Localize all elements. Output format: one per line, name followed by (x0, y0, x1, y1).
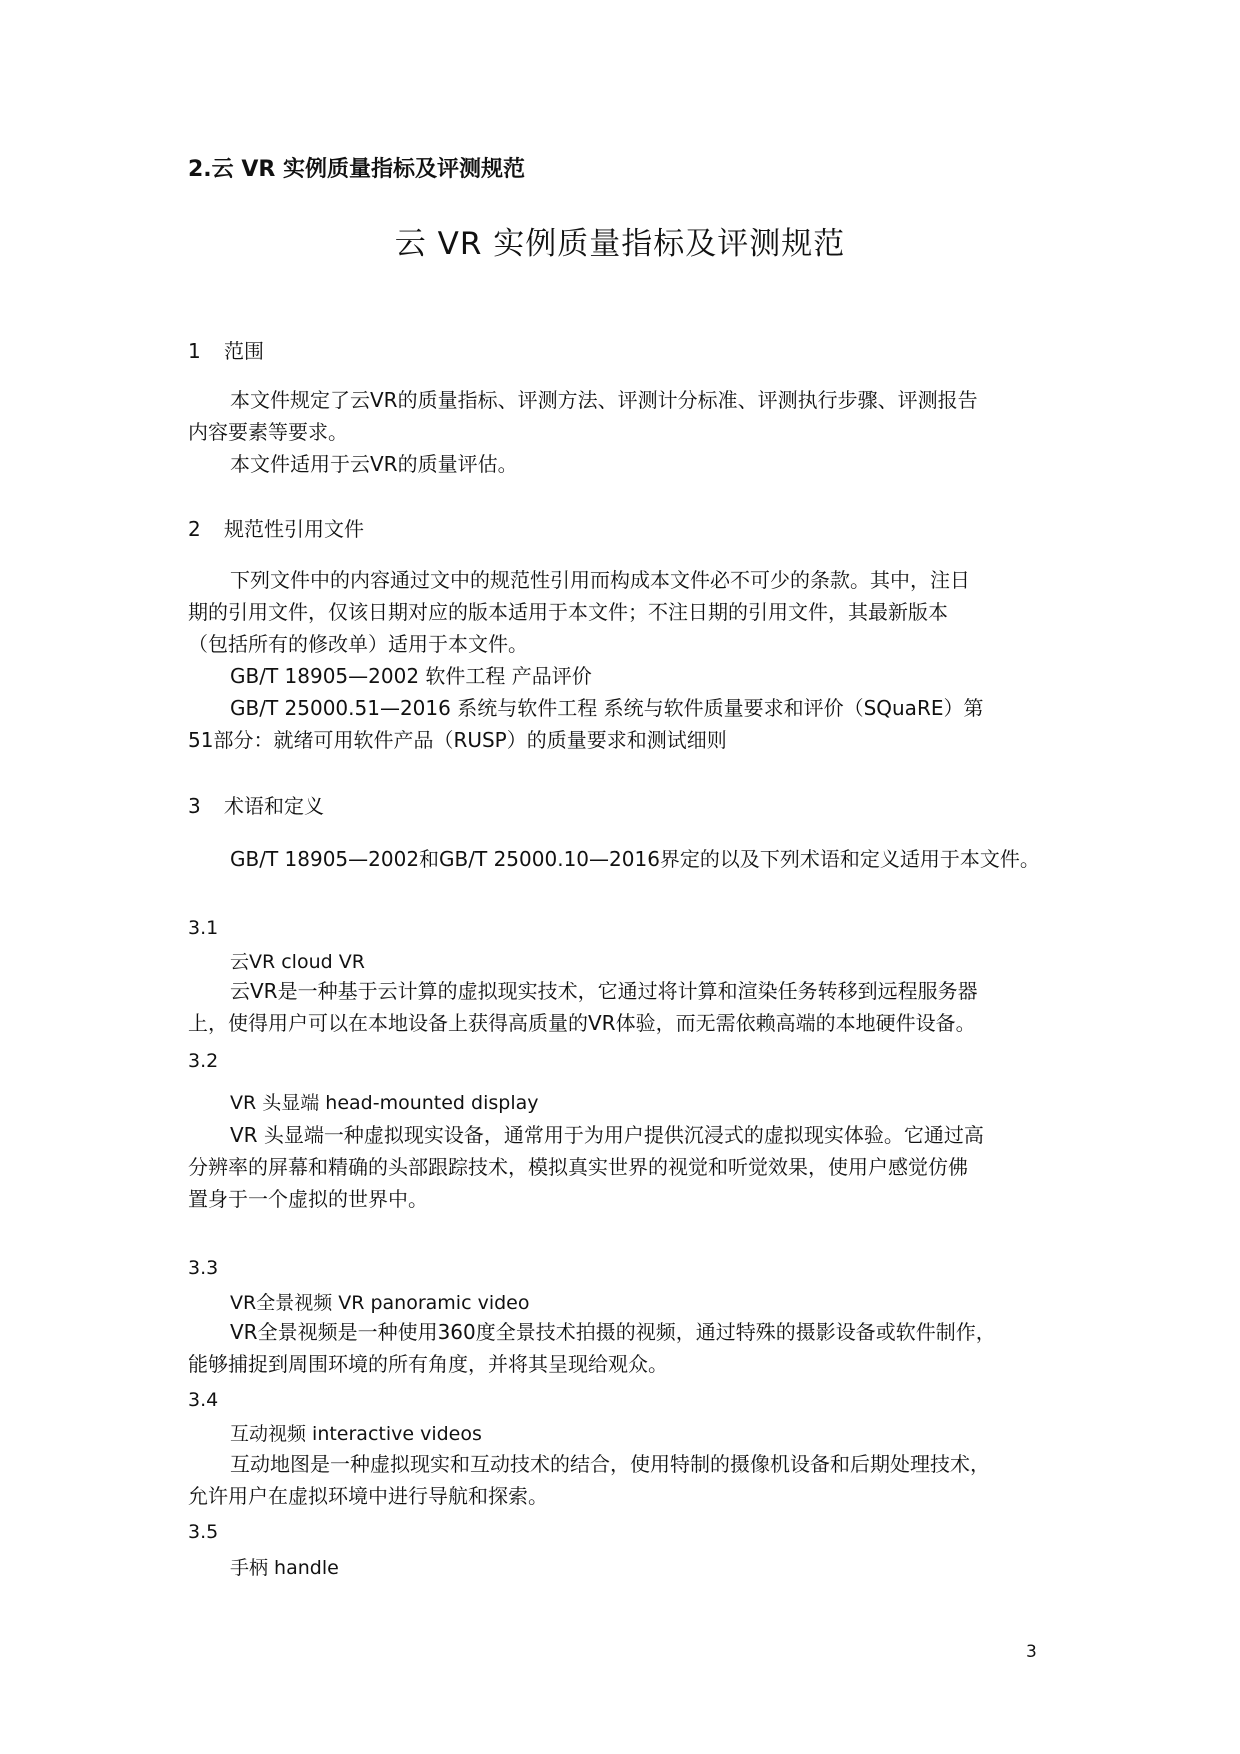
section-2-paragraph-line: （包括所有的修改单）适用于本文件。 (188, 632, 528, 656)
section-number: 2 (188, 517, 201, 541)
term-name: VR全景视频 VR panoramic video (230, 1292, 530, 1314)
term-name: 互动视频 interactive videos (230, 1423, 482, 1445)
term-name: 手柄 handle (230, 1557, 339, 1579)
section-2-paragraph-line: 期的引用文件，仅该日期对应的版本适用于本文件；不注日期的引用文件，其最新版本 (188, 600, 948, 624)
term-definition-line: 置身于一个虚拟的世界中。 (188, 1187, 428, 1211)
section-2-paragraph-line: 下列文件中的内容通过文中的规范性引用而构成本文件必不可少的条款。其中，注日 (230, 568, 970, 592)
term-number: 3.2 (188, 1050, 219, 1072)
section-title: 范围 (224, 339, 264, 363)
term-definition-line: 分辨率的屏幕和精确的头部跟踪技术，模拟真实世界的视觉和听觉效果，使用户感觉仿佛 (188, 1155, 968, 1179)
normative-reference: GB/T 25000.51—2016 系统与软件工程 系统与软件质量要求和评价（SQuaRE）第 (230, 696, 984, 720)
term-number: 3.4 (188, 1389, 219, 1411)
page-number: 3 (1026, 1642, 1037, 1662)
section-title: 术语和定义 (224, 794, 324, 818)
section-2-heading (188, 513, 364, 542)
term-definition-line: 允许用户在虚拟环境中进行导航和探索。 (188, 1484, 548, 1508)
section-1-paragraph-line: 本文件适用于云VR的质量评估。 (230, 452, 518, 476)
section-1-paragraph-line: 内容要素等要求。 (188, 420, 348, 444)
normative-reference: GB/T 18905—2002 软件工程 产品评价 (230, 664, 592, 688)
section-title: 规范性引用文件 (224, 517, 364, 541)
normative-reference: 51部分：就绪可用软件产品（RUSP）的质量要求和测试细则 (188, 728, 727, 752)
term-name: VR 头显端 head-mounted display (230, 1092, 539, 1114)
section-1-heading (188, 335, 264, 364)
term-name: 云VR cloud VR (230, 951, 365, 973)
term-definition-line: 互动地图是一种虚拟现实和互动技术的结合，使用特制的摄像机设备和后期处理技术， (230, 1452, 990, 1476)
term-definition-line: 能够捕捉到周围环境的所有角度，并将其呈现给观众。 (188, 1352, 668, 1376)
document-heading: 2.云 VR 实例质量指标及评测规范 (188, 157, 525, 182)
section-1-paragraph-line: 本文件规定了云VR的质量指标、评测方法、评测计分标准、评测执行步骤、评测报告 (230, 388, 978, 412)
term-definition-line: 云VR是一种基于云计算的虚拟现实技术，它通过将计算和渲染任务转移到远程服务器 (230, 979, 978, 1003)
page-title: 云 VR 实例质量指标及评测规范 (394, 226, 846, 262)
section-3-paragraph-line: GB/T 18905—2002和GB/T 25000.10—2016界定的以及下列术语和定义适用于本文件。 (230, 847, 1040, 871)
term-definition-line: VR 头显端一种虚拟现实设备，通常用于为用户提供沉浸式的虚拟现实体验。它通过高 (230, 1123, 984, 1147)
section-number: 1 (188, 339, 201, 363)
term-number: 3.3 (188, 1257, 219, 1279)
term-definition-line: 上，使得用户可以在本地设备上获得高质量的VR体验，而无需依赖高端的本地硬件设备。 (188, 1011, 976, 1035)
section-3-heading (188, 790, 324, 819)
section-number: 3 (188, 794, 201, 818)
term-definition-line: VR全景视频是一种使用360度全景技术拍摄的视频，通过特殊的摄影设备或软件制作， (230, 1320, 996, 1344)
term-number: 3.1 (188, 917, 219, 939)
term-number: 3.5 (188, 1521, 219, 1543)
